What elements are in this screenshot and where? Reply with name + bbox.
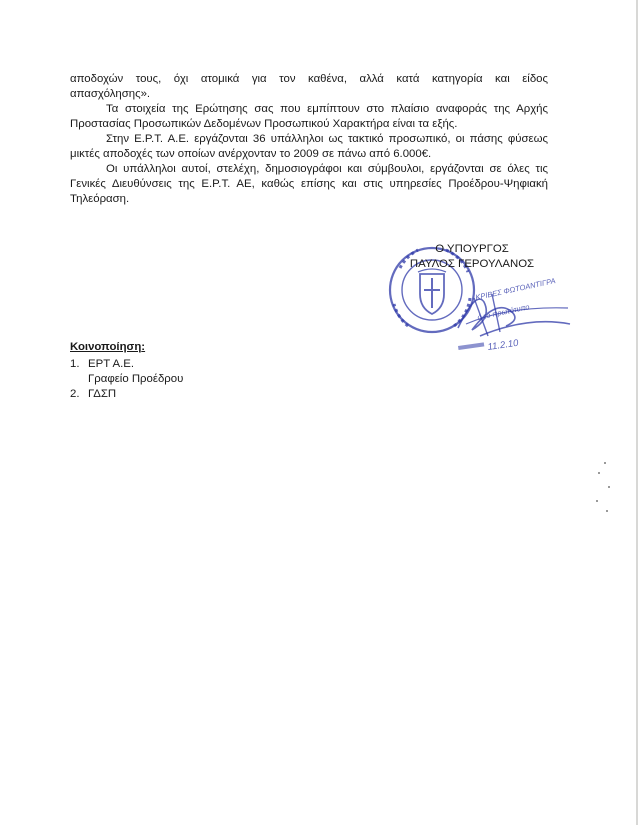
cc-item-number: 1. xyxy=(70,358,80,370)
paragraph-3: Στην Ε.Ρ.Τ. Α.Ε. εργάζονται 36 υπάλληλοι ως τακτικό προσωπικό, οι πάσης φύσεως μικτές αποδοχές των οποίων ανέρχονταν το 2009 σε πάνω από 6.000€. xyxy=(70,133,548,160)
paragraph-1 xyxy=(70,72,548,87)
scan-speck xyxy=(596,500,598,502)
stamp-line-1: ΚΡΙΒΕΣ ΦΩΤΟΑΝΤΙΓΡΑ xyxy=(474,276,557,302)
signature-title: Ο ΥΠΟΥΡΓΟΣ xyxy=(435,243,509,255)
cc-item-sub: Γραφείο Προέδρου xyxy=(88,373,184,385)
cc-item xyxy=(70,387,183,402)
cc-title xyxy=(70,340,183,355)
paragraph-1-end xyxy=(70,87,548,102)
cc-item-number: 2. xyxy=(70,388,80,400)
scan-speck xyxy=(598,472,600,474)
scan-speck xyxy=(608,486,610,488)
scan-speck xyxy=(606,510,608,512)
paragraph-4: Οι υπάλληλοι αυτοί, στελέχη, δημοσιογράφοι και σύμβουλοι, εργάζονται σε όλες τις Γενικές Διευθύνσεις της Ε.Ρ.Τ. ΑΕ, καθώς επίσης και στις υπηρεσίες Προέδρου-Ψηφιακή Τηλεόραση. xyxy=(70,163,548,205)
scan-speck xyxy=(604,462,606,464)
cc-title-colon: : xyxy=(141,341,146,353)
paragraph-1-line-2: απασχόλησης». xyxy=(70,88,151,100)
cc-item-label: ΓΔΣΠ xyxy=(88,388,117,400)
cc-section xyxy=(70,340,183,402)
stamp-date: 11.2.10 xyxy=(486,337,520,353)
signature-block xyxy=(404,242,540,272)
cc-title-text: Κοινοποίηση xyxy=(70,341,142,353)
paragraph-2: Τα στοιχεία της Ερώτησης σας που εμπίπτουν στο πλαίσιο αναφοράς της Αρχής Προστασίας Προσωπικών Δεδομένων Προσωπικού Χαρακτήρα είναι τα εξής. xyxy=(70,103,548,130)
paragraph-1-line-1: αποδοχών τους, όχι ατομικά για τον καθένα, αλλά κατά κατηγορία και είδος xyxy=(70,73,548,85)
body-text xyxy=(70,72,548,207)
cc-item-label: ΕΡΤ Α.Ε. xyxy=(88,358,135,370)
signature-name: ΠΑΥΛΟΣ ΓΕΡΟΥΛΑΝΟΣ xyxy=(409,258,535,270)
cc-list xyxy=(70,357,183,402)
stamp-line-2: ό το πρωτότυπο xyxy=(476,302,531,322)
cc-item xyxy=(70,357,183,387)
